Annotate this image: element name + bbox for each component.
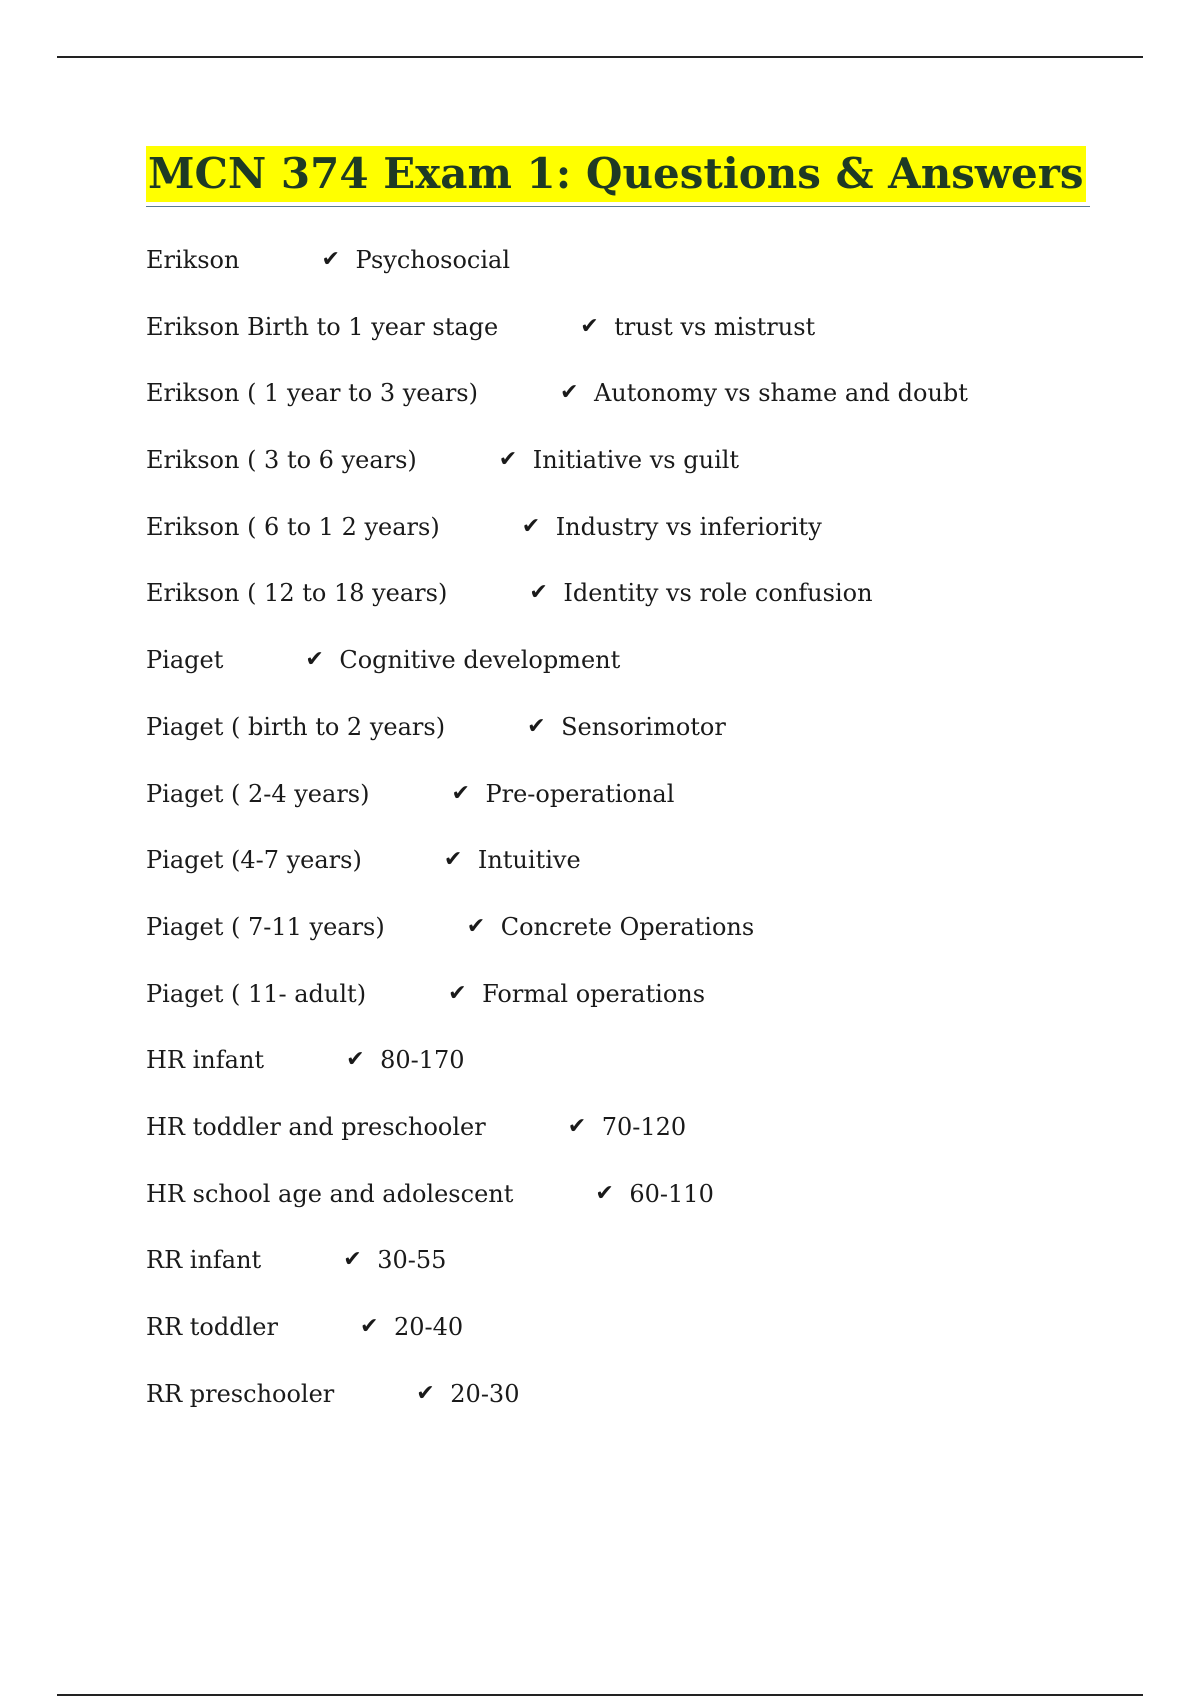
qa-item [146, 905, 968, 972]
qa-item [146, 1238, 968, 1305]
question-text: Erikson ( 12 to 18 years) [146, 579, 448, 608]
answer-text: Intuitive [477, 846, 581, 875]
page-bottom-rule [57, 1694, 1143, 1696]
question-text: HR school age and adolescent [146, 1179, 514, 1208]
title-underline [146, 206, 1090, 207]
answer-text: Industry vs inferiority [555, 512, 822, 541]
checkmark-icon: ✔ [321, 247, 340, 272]
checkmark-icon: ✔ [529, 580, 548, 606]
qa-item [146, 638, 968, 705]
checkmark-icon: ✔ [448, 980, 467, 1006]
question-text: Erikson ( 6 to 1 2 years) [146, 512, 440, 541]
qa-item [146, 1038, 968, 1105]
answer-text: Concrete Operations [500, 912, 755, 941]
question-text: Piaget ( 7-11 years) [146, 912, 385, 941]
qa-item [146, 1305, 968, 1372]
checkmark-icon: ✔ [443, 847, 463, 873]
qa-item [146, 972, 968, 1039]
qa-item [146, 772, 968, 839]
checkmark-icon: ✔ [567, 1113, 587, 1139]
checkmark-icon: ✔ [466, 913, 486, 939]
question-text: Piaget ( 2-4 years) [146, 779, 370, 808]
qa-item [146, 238, 968, 305]
qa-item [146, 505, 968, 572]
qa-item [146, 1372, 968, 1439]
answer-text: Formal operations [482, 979, 706, 1008]
qa-item [146, 705, 968, 772]
checkmark-icon: ✔ [580, 313, 599, 339]
qa-item [146, 371, 968, 438]
question-text: Piaget ( 11- adult) [146, 979, 367, 1008]
question-text: Erikson ( 1 year to 3 years) [146, 379, 478, 408]
answer-text: Initiative vs guilt [532, 446, 740, 475]
answer-text: Pre-operational [485, 779, 675, 808]
checkmark-icon: ✔ [305, 647, 324, 673]
page-top-rule [57, 56, 1143, 58]
answer-text: Psychosocial [355, 246, 511, 274]
qa-item [146, 438, 968, 505]
qa-list [146, 238, 968, 1438]
answer-text: 20-40 [393, 1313, 464, 1341]
question-text: HR toddler and preschooler [146, 1112, 486, 1141]
question-text: Erikson [146, 246, 240, 274]
qa-item [146, 305, 968, 372]
answer-text: Sensorimotor [561, 712, 726, 741]
checkmark-icon: ✔ [343, 1247, 362, 1273]
question-text: RR preschooler [146, 1379, 335, 1408]
answer-text: 60-110 [629, 1179, 714, 1208]
answer-text: Cognitive development [339, 646, 621, 675]
answer-text: 30-55 [377, 1246, 447, 1275]
qa-item [146, 571, 968, 638]
checkmark-icon: ✔ [521, 513, 541, 539]
question-text: Piaget (4-7 years) [146, 846, 362, 875]
checkmark-icon: ✔ [498, 447, 518, 473]
answer-text: 70-120 [601, 1112, 687, 1141]
answer-text: Identity vs role confusion [563, 579, 873, 608]
question-text: RR infant [146, 1246, 262, 1275]
question-text: Erikson Birth to 1 year stage [146, 312, 499, 341]
title-block [146, 146, 1090, 207]
answer-text: 20-30 [450, 1379, 520, 1408]
checkmark-icon: ✔ [359, 1314, 379, 1339]
question-text: Erikson ( 3 to 6 years) [146, 446, 417, 475]
answer-text: 80-170 [380, 1046, 465, 1075]
question-text: RR toddler [146, 1313, 278, 1341]
qa-item [146, 838, 968, 905]
question-text: Piaget [146, 646, 224, 675]
question-text: HR infant [146, 1046, 265, 1075]
question-text: Piaget ( birth to 2 years) [146, 712, 446, 741]
checkmark-icon: ✔ [527, 713, 546, 739]
answer-text: Autonomy vs shame and doubt [593, 379, 968, 408]
checkmark-icon: ✔ [595, 1180, 614, 1206]
document-title: MCN 374 Exam 1: Questions & Answers [146, 146, 1086, 202]
qa-item [146, 1105, 968, 1172]
answer-text: trust vs mistrust [614, 312, 816, 341]
qa-item [146, 1172, 968, 1239]
checkmark-icon: ✔ [346, 1047, 365, 1073]
checkmark-icon: ✔ [416, 1380, 435, 1406]
checkmark-icon: ✔ [451, 780, 470, 806]
checkmark-icon: ✔ [559, 380, 579, 406]
